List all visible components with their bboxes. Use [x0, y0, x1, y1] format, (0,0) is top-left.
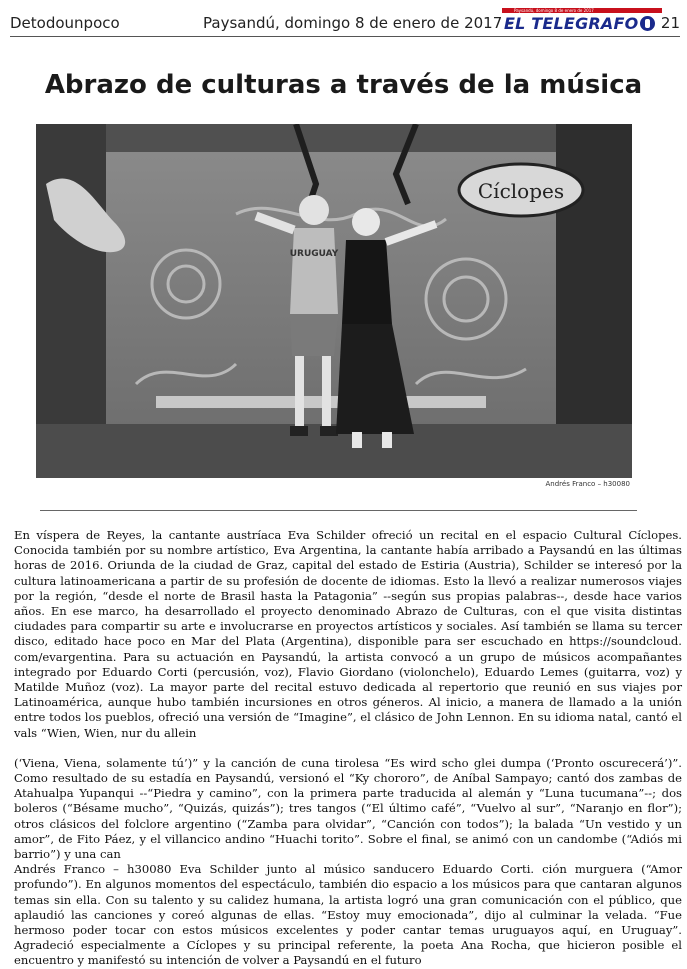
photo-top-wall: [106, 124, 556, 152]
article-body: [14, 528, 682, 969]
article-photo: [36, 124, 632, 478]
page-header: [10, 8, 680, 38]
photo-credit: Andrés Franco – h30080: [545, 480, 630, 488]
section-name: Detodounpoco: [10, 14, 120, 32]
photo-bench: [156, 396, 486, 408]
paragraph-gap: [14, 741, 682, 756]
newspaper-logo: [502, 8, 662, 34]
logo-subtext: Paysandú, domingo 8 de enero de 2017: [514, 8, 594, 13]
dateline: Paysandú, domingo 8 de enero de 2017 -: [203, 14, 513, 32]
article-paragraph: (‘Viena, Viena, solamente tú’)” y la canción de cuna tirolesa “Es wird scho glei dumpa (‘Pronto oscurecerá’)”. Como resultado de su estadía en Paysandú, versionó el “Ky chororo”, de Aníbal Sampayo; cantó dos zambas de Atahualpa Yupanqui --“Piedra y camino”, con la primera parte traducida al alemán y “Luna tucumana”--; dos boleros (“Bésame mucho”, “Quizás, quizás”); tres tangos (“El último café”, “Vuelvo al sur”, “Naranjo en flor”); otros clásicos del folclore argentino (“Zamba para olvidar”, “Canción con todos”); la balada “Un vestido y un amor”, de Fito Páez, y el villancico andino “Huachi torito”. Sobre el final, se animó con un candombe (“Adiós mi barrio”) y una can: [14, 755, 682, 862]
headline: Abrazo de culturas a través de la música: [44, 70, 643, 100]
page-number: 21: [660, 14, 680, 32]
logo-text: EL TELEGRAFO: [504, 14, 639, 33]
shirt-text: URUGUAY: [289, 249, 339, 259]
article-paragraph: Andrés Franco – h30080 Eva Schilder junto al músico sanducero Eduardo Corti. ción murguera (“Amor profundo”). En algunos momentos del espectáculo, también dio espacio a los músicos para que cantaran algunos temas sin ella. Con su talento y su calidez humana, la artista logró una gran comunicación con el público, que aplaudió las canciones y coreó algunas de ellas. “Estoy muy emocionada”, dijo al culminar la velada. “Fue hermoso poder tocar con estos músicos excelentes y poder cantar temas uruguayos aquí, en Uruguay”. Agradeció especialmente a Cíclopes y su principal referente, la poeta Ana Rocha, que hicieron posible el encuentro y manifestó su intención de volver a Paysandú en el futuro: [14, 862, 682, 968]
photo-illustration: [36, 124, 632, 478]
section-rule: [40, 510, 637, 511]
article-paragraph: En víspera de Reyes, la cantante austríaca Eva Schilder ofreció un recital en el espacio Cultural Cíclopes. Conocida también por su nombre artístico, Eva Argentina, la cantante había arribado a Paysandú en las últimas horas de 2016. Oriunda de la ciudad de Graz, capital del estado de Estiria (Austria), Schilder se interesó por la cultura latinoamericana a partir de su profesión de docente de idiomas. Esto la llevó a realizar numerosos viajes por la región, “desde el norte de Brasil hasta la Patagonia” --según sus propias palabras--, desde hace varios años. En ese marco, ha desarrollado el proyecto denominado Abrazo de Culturas, con el que visita distintas ciudades para compartir su arte e involucrarse en proyectos artísticos y sociales. Así también se llama su tercer disco, editado hace poco en Mar del Plata (Argentina), disponible para ser escuchado en https://soundcloud. com/evargentina. Para su actuación en Paysandú, la artista convocó a un grupo de músicos acompañantes integrado por Eduardo Corti (percusión, voz), Flavio Giordano (violonchelo), Eduardo Lemes (guitarra, voz) y Matilde Muñoz (voz). La mayor parte del recital estuvo dedicada al repertorio que reunió en sus viajes por Latinoamérica, aunque hubo también incursiones en otros géneros. Al inicio, a manera de llamado a la unión entre todos los pueblos, ofreció una versión de “Imagine”, el clásico de John Lennon. En su idioma natal, cantó el vals “Wien, Wien, nur du allein: [14, 528, 682, 740]
sign-text: Cíclopes: [477, 179, 565, 203]
header-rule: [10, 36, 680, 37]
logo-emblem-icon: [640, 16, 655, 31]
